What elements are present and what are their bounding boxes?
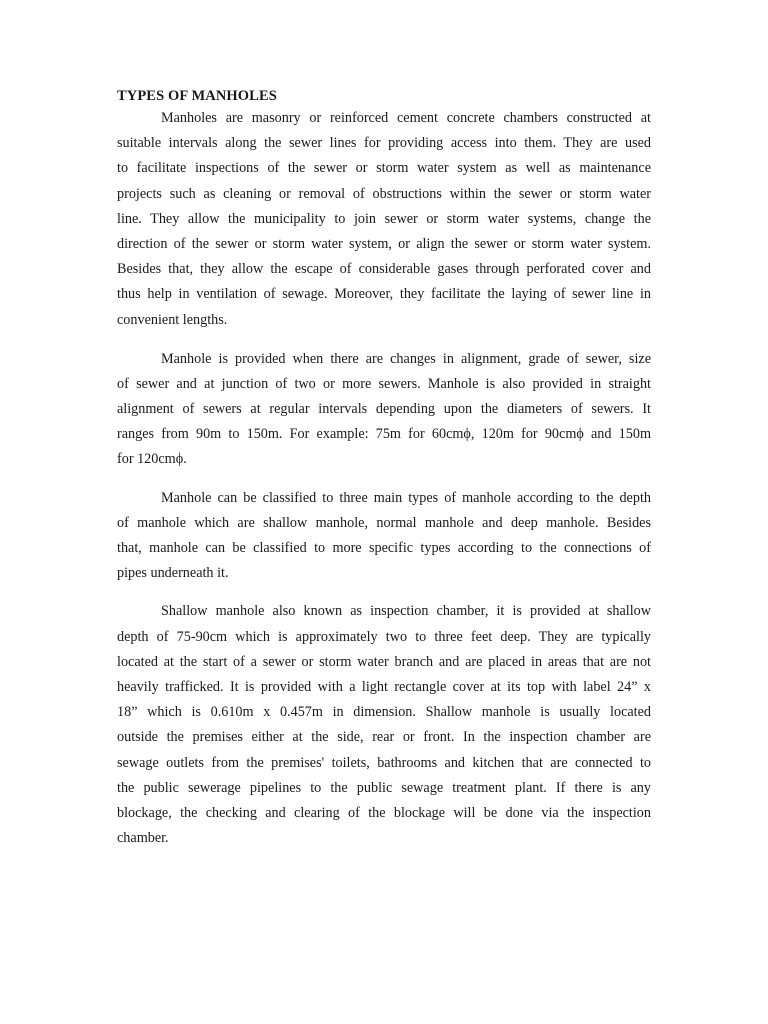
text-line: Manhole can be classified to three main types of manhole according to the depth [161,489,651,506]
paragraph-provision [117,347,651,473]
text-line: Manhole is provided when there are changes in alignment, grade of sewer, size [161,350,651,367]
text-line: 18” which is 0.610m x 0.457m in dimension. Shallow manhole is usually located [117,704,651,721]
text-line: for 120cmϕ. [117,451,187,468]
text-line: pipes underneath it. [117,565,229,582]
paragraph-classification [117,486,651,587]
text-line: blockage, the checking and clearing of the blockage will be done via the inspection [117,804,651,821]
text-line: chamber. [117,830,169,847]
text-line: ranges from 90m to 150m. For example: 75m for 60cmϕ, 120m for 90cmϕ and 150m [117,426,651,443]
text-line: direction of the sewer or storm water system, or align the sewer or storm water system. [117,235,651,252]
text-line: depth of 75-90cm which is approximately two to three feet deep. They are typically [117,628,651,645]
text-line: Besides that, they allow the escape of considerable gases through perforated cover and [117,261,651,278]
document-title: TYPES OF MANHOLES [117,88,277,104]
text-line: heavily trafficked. It is provided with a light rectangle cover at its top with label 24” x [117,678,651,695]
text-line: to facilitate inspections of the sewer or storm water system as well as maintenance [117,160,651,177]
paragraph-definition [117,106,651,333]
paragraph-shallow-manhole [117,599,651,851]
text-line: that, manhole can be classified to more specific types according to the connections of [117,540,651,556]
text-line: projects such as cleaning or removal of obstructions within the sewer or storm water [117,185,651,202]
text-line: located at the start of a sewer or storm water branch and are placed in areas that are not [117,653,651,670]
document-page [117,86,651,851]
text-line: Shallow manhole also known as inspection chamber, it is provided at shallow [161,603,651,620]
text-line: of sewer and at junction of two or more sewers. Manhole is also provided in straight [117,375,651,392]
text-line: Manholes are masonry or reinforced cement concrete chambers constructed at [161,110,651,126]
text-line: line. They allow the municipality to join sewer or storm water systems, change the [117,210,651,227]
text-line: suitable intervals along the sewer lines for providing access into them. They are used [117,135,651,152]
text-line: convenient lengths. [117,311,228,328]
text-line: of manhole which are shallow manhole, normal manhole and deep manhole. Besides [117,514,651,531]
text-line: the public sewerage pipelines to the public sewage treatment plant. If there is any [117,779,651,796]
text-line: outside the premises either at the side, rear or front. In the inspection chamber are [117,729,651,746]
text-line: sewage outlets from the premises' toilets, bathrooms and kitchen that are connected to [117,754,651,771]
text-line: alignment of sewers at regular intervals depending upon the diameters of sewers. It [117,401,651,418]
text-line: thus help in ventilation of sewage. Moreover, they facilitate the laying of sewer line in [117,286,651,303]
